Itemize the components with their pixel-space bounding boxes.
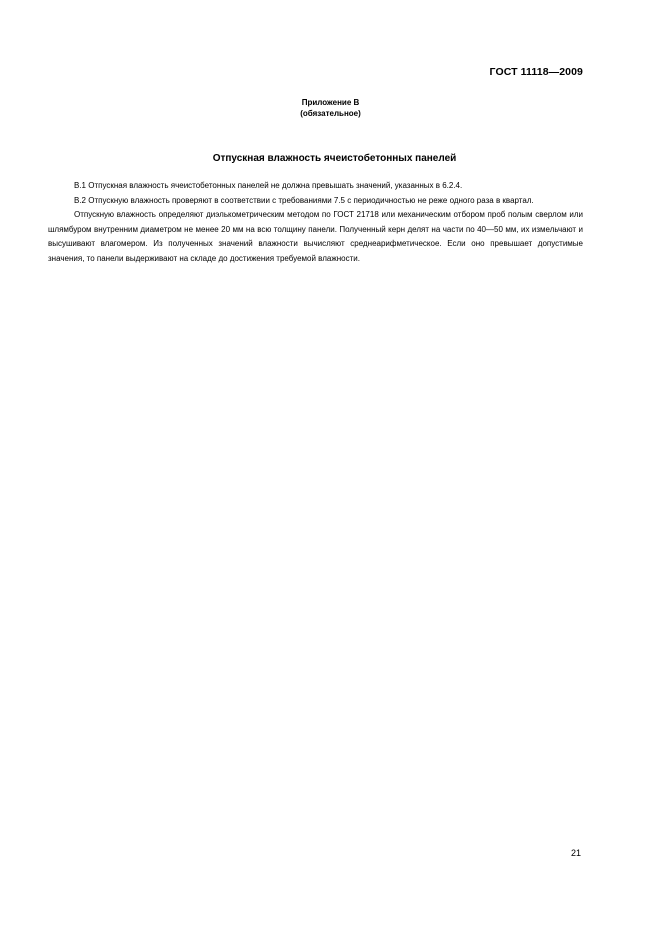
paragraph-method: Отпускную влажность определяют диэлькометрическим методом по ГОСТ 21718 или механическим отбором проб полым сверлом или шлямбуром внутренним диаметром не менее 20 мм на всю толщину панели. Полученный керн делят на части по 40—50 мм, их измельчают и высушивают влагомером. Из полученных значений влажности вычисляют среднеарифметическое. Если оно превышает допустимые значения, то панели выдерживают на складе до достижения требуемой влажности. xyxy=(48,210,583,263)
annex-title: Приложение В xyxy=(301,98,360,107)
page-number: 21 xyxy=(570,848,581,858)
paragraph-b1: В.1 Отпускная влажность ячеистобетонных панелей не должна превышать значений, указанных в 6.2.4. xyxy=(74,181,463,190)
body-text xyxy=(48,179,583,266)
paragraph-b2: В.2 Отпускную влажность проверяют в соответствии с требованиями 7.5 с периодичностью не реже одного раза в квартал. xyxy=(74,195,534,205)
annex-heading xyxy=(0,97,661,119)
annex-status: (обязательное) xyxy=(300,109,361,118)
section-title: Отпускная влажность ячеистобетонных панелей xyxy=(212,153,457,164)
document-code: ГОСТ 11118—2009 xyxy=(489,66,583,78)
